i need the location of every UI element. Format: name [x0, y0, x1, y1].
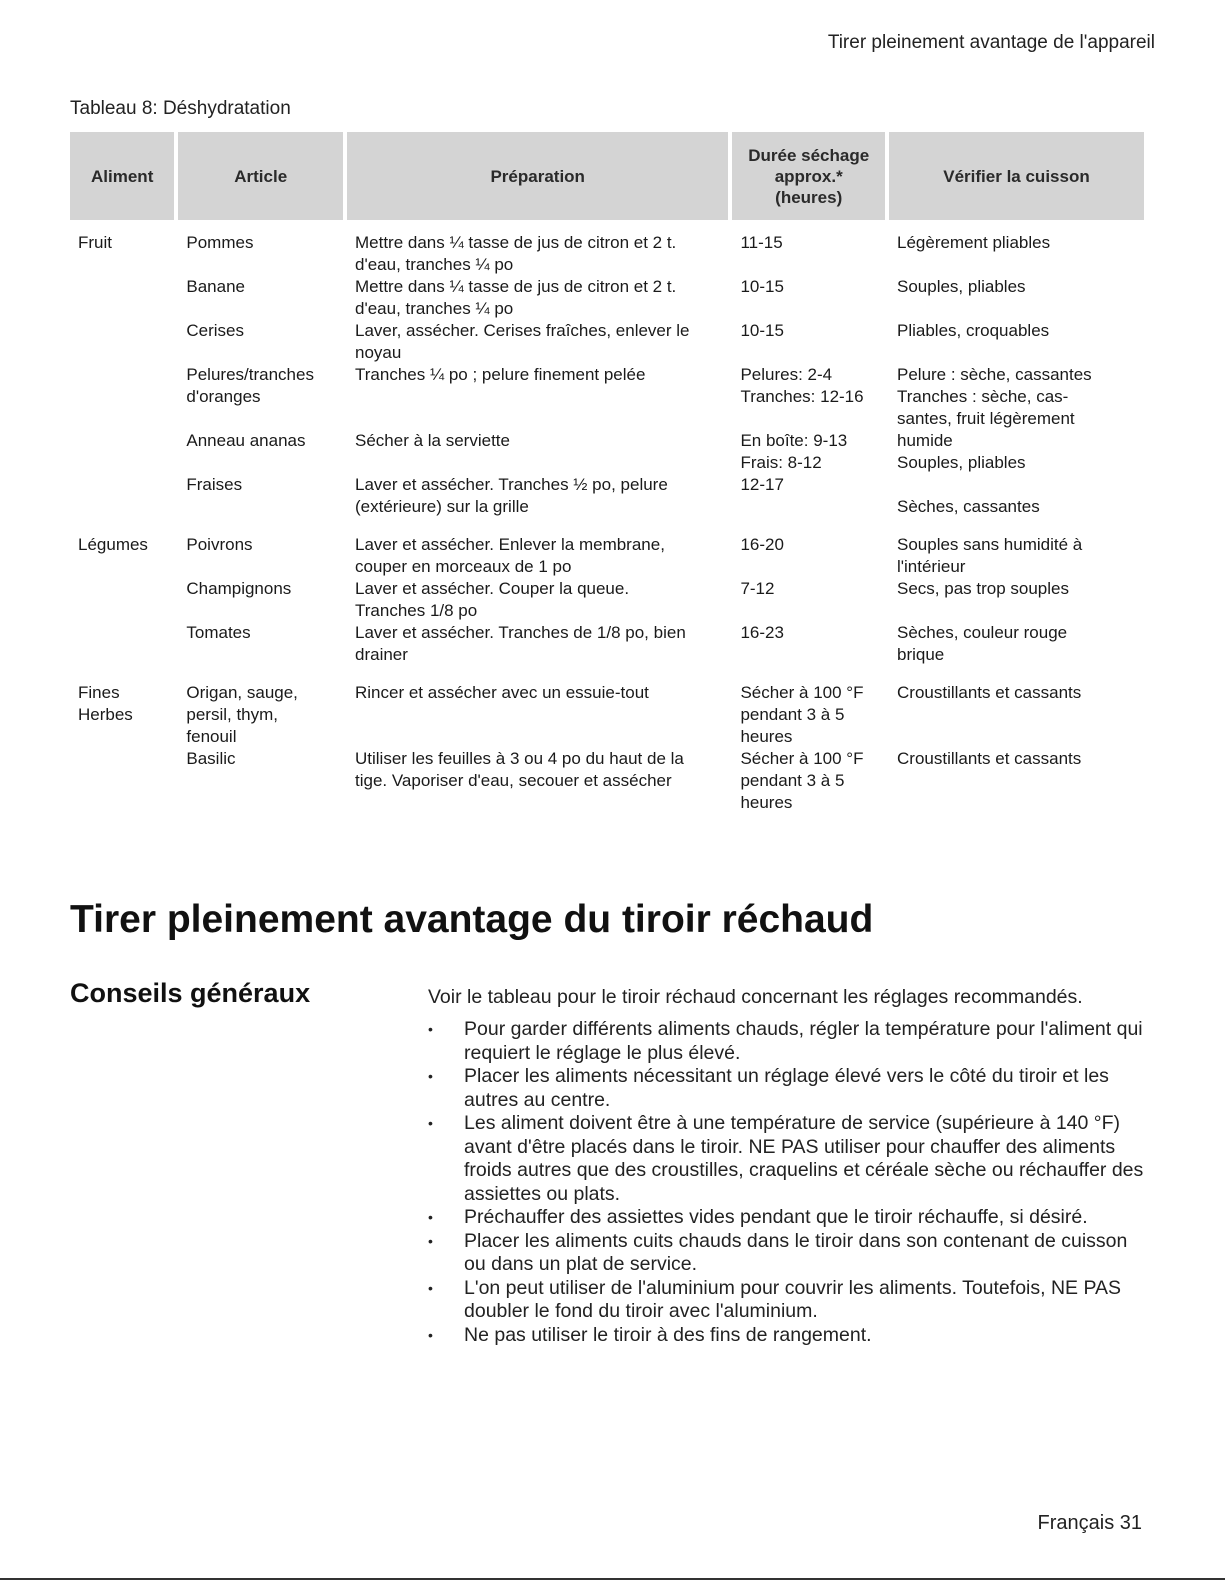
table-cell-preparation: Utiliser les feuilles à 3 ou 4 po du haut de la tige. Vaporiser d'eau, secouer et assécher — [355, 749, 684, 790]
table-cell-article: Champignons — [186, 579, 292, 598]
table-cell-aliment — [70, 748, 174, 814]
table-cell-aliment — [70, 474, 174, 518]
table-cell-preparation: Laver et assécher. Tranches ½ po, pelure (extérieure) sur la grille — [355, 475, 668, 516]
table-cell-article: Pommes — [186, 233, 254, 252]
column-header-preparation: Préparation — [347, 132, 728, 220]
list-item — [428, 1065, 1148, 1112]
table-cell-preparation: Laver et assécher. Tranches de 1/8 po, bien drainer — [355, 623, 686, 664]
table-cell-duree: 16-20 — [740, 535, 784, 554]
table-cell-preparation: Tranches ¼ po ; pelure finement pelée — [355, 365, 646, 384]
column-header-verifier: Vérifier la cuisson — [889, 132, 1144, 220]
table-cell-aliment — [70, 578, 174, 622]
table-cell-verifier: Croustillants et cassants — [897, 683, 1082, 702]
list-item-text: Ne pas utiliser le tiroir à des fins de rangement. — [464, 1323, 872, 1346]
page-number: Français 31 — [1037, 1512, 1142, 1534]
section-subheading: Conseils généraux — [70, 978, 311, 1008]
table-cell-verifier: Pliables, croquables — [897, 321, 1050, 340]
list-item-text: L'on peut utiliser de l'aluminium pour couvrir les aliments. Toutefois, NE PAS doubler le fond du tiroir avec l'aluminium. — [464, 1276, 1122, 1322]
table-row — [70, 276, 1144, 320]
table-cell-preparation: Rincer et assécher avec un essuie-tout — [355, 683, 649, 702]
table-cell-aliment: Fruit — [78, 233, 112, 252]
list-item — [428, 1324, 1148, 1348]
list-item-text: Placer les aliments nécessitant un réglage élevé vers le côté du tiroir et les autres au centre. — [464, 1065, 1109, 1111]
table-cell-duree: En boîte: 9-13 Frais: 8-12 — [740, 431, 848, 472]
table-cell-article: Banane — [186, 277, 246, 296]
table-cell-verifier: Souples, pliables — [897, 277, 1026, 296]
table-cell-aliment — [70, 622, 174, 666]
table-cell-preparation: Mettre dans ¼ tasse de jus de citron et 2 t. d'eau, tranches ¼ po — [355, 233, 677, 274]
table-cell-duree: 10-15 — [740, 277, 784, 296]
table-cell-aliment: Légumes — [78, 535, 148, 554]
table-caption: Tableau 8: Déshydratation — [70, 98, 291, 119]
table-row — [70, 430, 1144, 474]
table-cell-verifier: Sèches, cassantes — [897, 497, 1040, 516]
table-cell-preparation: Laver et assécher. Couper la queue. Tranches 1/8 po — [355, 579, 630, 620]
intro-text: Voir le tableau pour le tiroir réchaud concernant les réglages recommandés. — [428, 986, 1083, 1008]
table-cell-article: Pelures/tranches d'oranges — [186, 365, 314, 406]
list-item — [428, 1277, 1148, 1324]
running-header: Tirer pleinement avantage de l'appareil — [827, 32, 1155, 53]
table-row — [70, 220, 1144, 276]
table-cell-duree: Sécher à 100 °F pendant 3 à 5 heures — [740, 683, 864, 746]
table-cell-article: Fraises — [186, 475, 243, 494]
table-cell-preparation: Mettre dans ¼ tasse de jus de citron et 2 t. d'eau, tranches ¼ po — [355, 277, 677, 318]
bullet-icon: • — [428, 1115, 433, 1131]
table-cell-verifier: Souples sans humidité à l'intérieur — [897, 535, 1083, 576]
table-row — [70, 320, 1144, 364]
table-cell-verifier: Pelure : sèche, cassantes Tranches : sèche, cas- santes, fruit légèrement — [897, 365, 1092, 428]
table-row — [70, 622, 1144, 666]
list-item-text: Les aliment doivent être à une température de service (supérieure à 140 °F) avant d'être placés dans le tiroir. NE PAS utiliser pour chauffer des aliments froids autres que des croustilles, craquelins et céréale sèche ou réchauffer des assiettes ou plats. — [464, 1112, 1144, 1205]
dehydration-table — [66, 132, 1148, 814]
table-cell-duree: 16-23 — [740, 623, 784, 642]
table-row — [70, 364, 1144, 430]
table-row — [70, 474, 1144, 518]
table-cell-preparation: Sécher à la serviette — [355, 431, 510, 450]
table-row — [70, 666, 1144, 748]
table-cell-duree: 10-15 — [740, 321, 784, 340]
column-header-duree: Durée séchage approx.* (heures) — [732, 132, 885, 220]
table-cell-article: Cerises — [186, 321, 245, 340]
table-cell-duree: 11-15 — [740, 233, 783, 252]
bullet-icon: • — [428, 1209, 433, 1225]
bottom-rule — [0, 1578, 1225, 1580]
list-item — [428, 1112, 1148, 1206]
table-cell-aliment — [70, 276, 174, 320]
table-cell-preparation: Laver, assécher. Cerises fraîches, enlever le noyau — [355, 321, 690, 362]
bullet-icon: • — [428, 1326, 433, 1343]
table-cell-duree: 12-17 — [740, 475, 784, 494]
table-row — [70, 518, 1144, 578]
bullet-icon: • — [428, 1279, 433, 1296]
column-header-article: Article — [178, 132, 343, 220]
list-item — [428, 1230, 1148, 1277]
table-cell-verifier: Légèrement pliables — [897, 233, 1051, 252]
table-cell-verifier: humide Souples, pliables — [897, 431, 1026, 472]
column-header-aliment: Aliment — [70, 132, 174, 220]
list-item — [428, 1206, 1148, 1230]
table-cell-article: Anneau ananas — [186, 431, 306, 450]
tips-list — [428, 1018, 1148, 1347]
list-item-text: Pour garder différents aliments chauds, régler la température pour l'aliment qui requiert le réglage le plus élevé. — [464, 1018, 1143, 1064]
section-heading: Tirer pleinement avantage du tiroir réchaud — [70, 898, 874, 941]
table-cell-preparation: Laver et assécher. Enlever la membrane, couper en morceaux de 1 po — [355, 535, 665, 576]
table-cell-duree: 7-12 — [740, 579, 775, 598]
list-item — [428, 1018, 1148, 1065]
bullet-icon: • — [428, 1232, 433, 1249]
table-row — [70, 748, 1144, 814]
list-item-text: Placer les aliments cuits chauds dans le tiroir dans son contenant de cuisson ou dans un plat de service. — [464, 1229, 1128, 1275]
table-cell-verifier: Sèches, couleur rouge brique — [897, 623, 1068, 664]
table-cell-verifier: Secs, pas trop souples — [897, 579, 1069, 598]
bullet-icon: • — [428, 1021, 433, 1037]
table-row — [70, 578, 1144, 622]
list-item-text: Préchauffer des assiettes vides pendant que le tiroir réchauffe, si désiré. — [464, 1206, 1088, 1228]
table-cell-verifier: Croustillants et cassants — [897, 749, 1082, 768]
table-cell-article: Origan, sauge, persil, thym, fenouil — [186, 683, 298, 746]
table-cell-duree: Sécher à 100 °F pendant 3 à 5 heures — [740, 749, 864, 812]
table-cell-aliment — [70, 320, 174, 364]
table-cell-article: Poivrons — [186, 535, 253, 554]
table-cell-article: Basilic — [186, 749, 236, 768]
table-cell-aliment — [70, 364, 174, 430]
table-cell-duree: Pelures: 2-4 Tranches: 12-16 — [740, 365, 864, 406]
table-cell-aliment — [70, 430, 174, 474]
bullet-icon: • — [428, 1068, 433, 1084]
table-cell-article: Tomates — [186, 623, 251, 642]
table-cell-aliment: Fines Herbes — [78, 683, 133, 724]
table-header-row — [70, 132, 1144, 220]
